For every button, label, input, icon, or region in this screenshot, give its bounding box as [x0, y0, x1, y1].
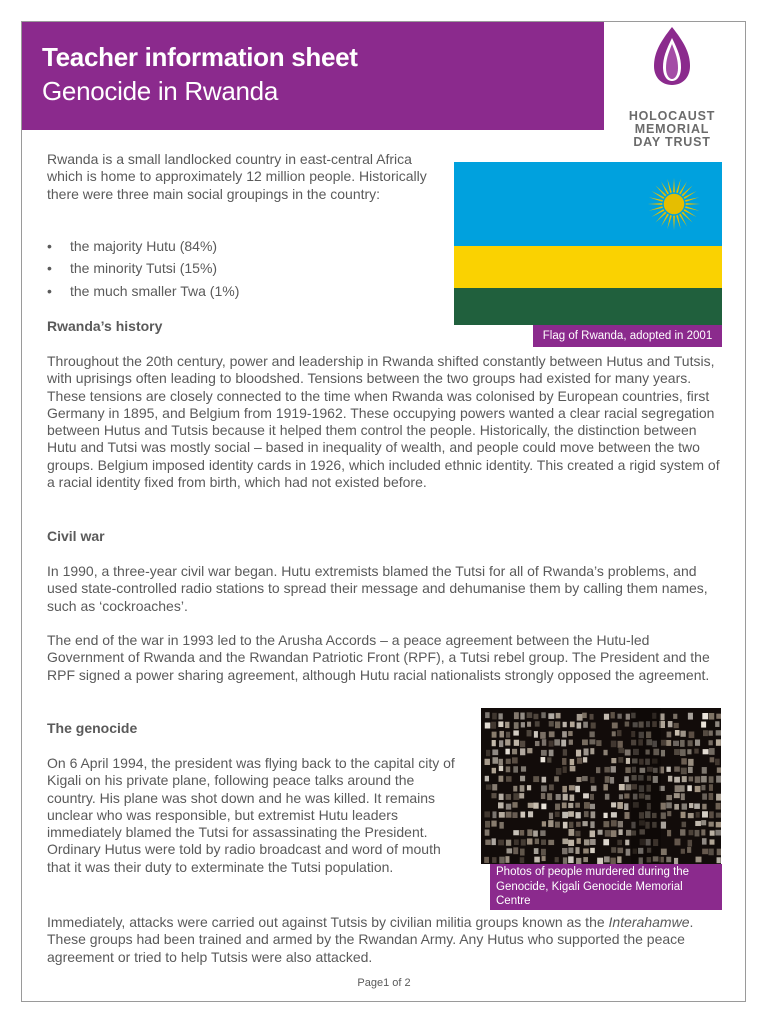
history-paragraph: Throughout the 20th century, power and leadership in Rwanda shifted constantly between Hutus and Tutsis, with uprisings often leading to bloodshed. Tensions between the two groups had existed for many years. These tensions are closely connected to the time when Rwanda was colonised by European countries, first Germany in 1895, and Belgium from 1919-1962. These occupying powers wanted a clear racial segregation between Hutus and Tutsis because it helped them control the people. Historically, the distinction between Hutu and Tutsi was mostly social – based in inequality of wealth, and people could move between the two groups. Belgium imposed identity cards in 1926, which included ethnic identity. This created a rigid system of a racial identity fixed from birth, which had not existed before.: [47, 353, 720, 491]
social-groups-list: [47, 238, 442, 305]
flame-icon: [653, 26, 691, 86]
civil-war-paragraph-2: The end of the war in 1993 led to the Arusha Accords – a peace agreement between the Hutu-led Government of Rwanda and the Rwandan Patriotic Front (RPF), a Tutsi rebel group. The President and the RPF signed a power sharing agreement, although Hutu racial nationalists strongly opposed the agreement.: [47, 632, 710, 683]
logo-line: MEMORIAL: [634, 122, 710, 136]
civil-war-paragraph-1: In 1990, a three-year civil war began. Hutu extremists blamed the Tutsi for all of Rwanda’s problems, and used state-controlled radio stations to spread their message and dehumanise them by calling them names, such as ‘cockroaches’.: [47, 563, 708, 614]
section-heading-genocide: The genocide: [47, 720, 138, 736]
list-item: • the much smaller Twa (1%): [47, 283, 442, 300]
genocide-paragraph-2: [47, 914, 725, 966]
rwanda-flag-image: [454, 162, 722, 325]
page-subtitle: Genocide in Rwanda: [42, 76, 278, 106]
interahamwe-term: Interahamwe: [608, 914, 690, 930]
flag-caption: Flag of Rwanda, adopted in 2001: [533, 325, 722, 347]
list-item: • the minority Tutsi (15%): [47, 260, 442, 277]
genocide-paragraph-1: On 6 April 1994, the president was flying back to the capital city of Kigali on his private plane, following peace talks around the country. His plane was shot down and he was killed. It remains unclear who was responsible, but extremist Hutu leaders immediately blamed the Tutsi for assassinating the President. Ordinary Hutus were told by radio broadcast and word of mouth that it was their duty to exterminate the Tutsi population.: [47, 755, 455, 875]
page-number: Page1 of 2: [357, 977, 411, 989]
section-heading-civil-war: Civil war: [47, 528, 105, 544]
logo-text: [612, 110, 732, 149]
list-item: • the majority Hutu (84%): [47, 238, 442, 255]
genocide-text-part: Immediately, attacks were carried out against Tutsis by civilian militia groups known as the: [47, 914, 609, 930]
sun-icon: [648, 178, 700, 230]
logo-line: DAY TRUST: [633, 135, 711, 149]
intro-paragraph: Rwanda is a small landlocked country in east-central Africa which is home to approximately 12 million people. Historically there were three main social groupings in the country:: [47, 151, 427, 202]
photo-caption: Photos of people murdered during the Genocide, Kigali Genocide Memorial Centre: [490, 864, 722, 910]
header-banner: [22, 22, 604, 130]
page-title: Teacher information sheet: [42, 42, 358, 72]
memorial-photo: [481, 708, 721, 864]
hmdt-logo: [612, 26, 732, 154]
section-heading-history: Rwanda’s history: [47, 318, 163, 334]
genocide-text-part: . These groups had been trained and armed by the Rwandan Army. Any Hutus who supported the peace agreement or tried to help Tutsis were also attacked.: [47, 914, 694, 965]
logo-line: HOLOCAUST: [628, 109, 716, 123]
